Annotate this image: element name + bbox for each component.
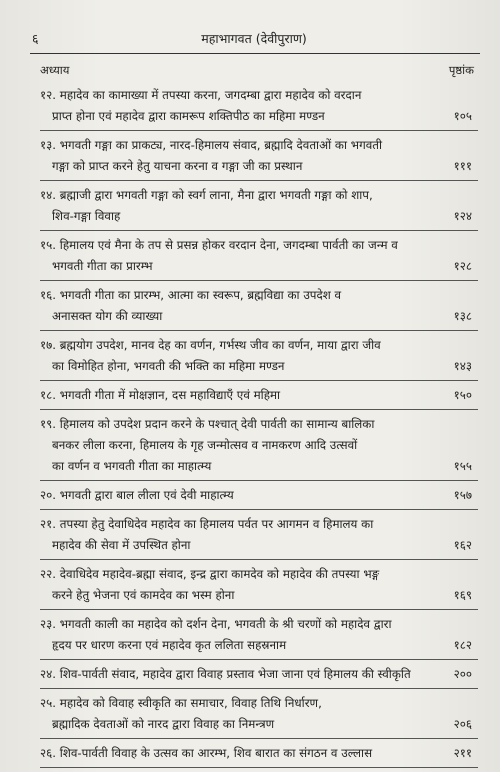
toc-entry-text: २१. तपस्या हेतु देवाधिदेव महादेव का हिमालय पर्वत पर आगमन व हिमालय का xyxy=(40,517,374,531)
page-number: ६ xyxy=(32,31,39,46)
toc-entry-text: २०. भगवती द्वारा बाल लीला एवं देवी माहात्म्य xyxy=(40,488,234,502)
toc-entry xyxy=(40,231,478,281)
toc-entry-text: २२. देवाधिदेव महादेव-ब्रह्मा संवाद, इन्द्र द्वारा कामदेव को महादेव की तपस्या भङ्ग xyxy=(40,567,380,581)
toc-entry-page: १०५ xyxy=(453,109,472,123)
page-column-heading: पृष्ठांक xyxy=(448,63,474,77)
toc-entry-text: का वर्णन व भगवती गीता का माहात्म्य xyxy=(52,459,212,473)
toc-entry-text: १५. हिमालय एवं मैना के तप से प्रसन्न होकर वरदान देना, जगदम्बा पार्वती का जन्म व xyxy=(40,238,398,252)
toc-entry-text: महादेव की सेवा में उपस्थित होना xyxy=(52,538,191,552)
toc-entry-text: हृदय पर धारण करना एवं महादेव कृत ललिता सहस्रनाम xyxy=(52,638,287,652)
toc-entry-page: १६२ xyxy=(453,538,472,552)
toc-entry xyxy=(40,131,478,181)
toc-entry-text: अनासक्त योग की व्याख्या xyxy=(52,309,163,323)
toc-entry-text: १६. भगवती गीता का प्रारम्भ, आत्मा का स्वरूप, ब्रह्मविद्या का उपदेश व xyxy=(40,288,342,302)
toc-entry xyxy=(40,739,478,768)
toc-entry-text: शिव-गङ्गा विवाह xyxy=(52,209,121,223)
toc-entry xyxy=(40,610,478,660)
chapter-column-heading: अध्याय xyxy=(40,63,70,77)
toc-entry-text: १२. महादेव का कामाख्या में तपस्या करना, जगदम्बा द्वारा महादेव को वरदान xyxy=(40,88,362,102)
toc-entry-text: करने हेतु भेजना एवं कामदेव का भस्म होना xyxy=(52,588,235,602)
toc-entry xyxy=(40,560,478,610)
toc-entry-text: २५. महादेव को विवाह स्वीकृति का समाचार, विवाह तिथि निर्धारण, xyxy=(40,696,322,710)
toc-entry-text: १४. ब्रह्माजी द्वारा भगवती गङ्गा को स्वर्ग लाना, मैना द्वारा भगवती गङ्गा को शाप, xyxy=(40,188,373,202)
toc-entry xyxy=(40,481,478,510)
toc-entry-text: भगवती गीता का प्रारम्भ xyxy=(52,259,153,273)
toc-entry-page: १२८ xyxy=(453,259,472,273)
toc-entry-page: १८२ xyxy=(453,638,472,652)
toc-entry-text: ब्रह्मादिक देवताओं को नारद द्वारा विवाह का निमन्त्रण xyxy=(52,717,275,731)
toc-entry-text: १३. भगवती गङ्गा का प्राकट्य, नारद-हिमालय संवाद, ब्रह्मादि देवताओं का भगवती xyxy=(40,138,383,152)
toc-entry-text: गङ्गा को प्राप्त करने हेतु याचना करना व गङ्गा जी का प्रस्थान xyxy=(52,159,303,173)
toc-entry-text: १९. हिमालय को उपदेश प्रदान करने के पश्चात् देवी पार्वती का सामान्य बालिका xyxy=(40,417,375,431)
toc-entry-page: १५० xyxy=(453,388,472,402)
toc-entry-page: २०० xyxy=(453,667,472,681)
toc-entry-page: १४३ xyxy=(453,359,472,373)
toc-entry-page: १२४ xyxy=(453,209,472,223)
toc-entry xyxy=(40,331,478,381)
toc-entry-page: १५५ xyxy=(453,459,472,473)
toc-entry-page: २११ xyxy=(453,746,472,760)
toc-entry-text: १८. भगवती गीता में मोक्षज्ञान, दस महाविद्याएँ एवं महिमा xyxy=(40,388,281,402)
toc-entry-page: १३८ xyxy=(453,309,472,323)
toc-entry-text: २३. भगवती काली का महादेव को दर्शन देना, भगवती के श्री चरणों को महादेव द्वारा xyxy=(40,617,392,631)
toc-entry-page: १११ xyxy=(453,159,472,173)
toc-entry-text: १७. ब्रह्मयोग उपदेश, मानव देह का वर्णन, गर्भस्थ जीव का वर्णन, माया द्वारा जीव xyxy=(40,338,381,352)
header-rule xyxy=(30,53,480,54)
toc-entry xyxy=(40,381,478,410)
toc-entry-page: २०६ xyxy=(453,717,472,731)
toc-entry xyxy=(40,81,478,131)
page-header xyxy=(30,30,478,52)
toc-entry-text: बनकर लीला करना, हिमालय के गृह जन्मोत्सव व नामकरण आदि उत्सवों xyxy=(52,438,358,452)
table-of-contents xyxy=(40,81,478,768)
toc-entry xyxy=(40,281,478,331)
toc-entry xyxy=(40,689,478,739)
column-headings xyxy=(40,63,474,81)
toc-entry xyxy=(40,660,478,689)
toc-entry xyxy=(40,410,478,481)
toc-entry-text: का विमोहित होना, भगवती की भक्ति का महिमा मण्डन xyxy=(52,359,285,373)
toc-entry xyxy=(40,510,478,560)
toc-entry-page: १५७ xyxy=(453,488,472,502)
toc-entry xyxy=(40,181,478,231)
toc-entry-text: प्राप्त होना एवं महादेव द्वारा कामरूप शक्तिपीठ का महिमा मण्डन xyxy=(52,109,325,123)
running-title: महाभागवत (देवीपुराण) xyxy=(201,31,307,46)
toc-entry-text: २६. शिव-पार्वती विवाह के उत्सव का आरम्भ, शिव बारात का संगठन व उल्लास xyxy=(40,746,373,760)
toc-entry-text: २४. शिव-पार्वती संवाद, महादेव द्वारा विवाह प्रस्ताव भेजा जाना एवं हिमालय की स्वीकृति xyxy=(40,667,411,681)
toc-entry-page: १६९ xyxy=(453,588,472,602)
